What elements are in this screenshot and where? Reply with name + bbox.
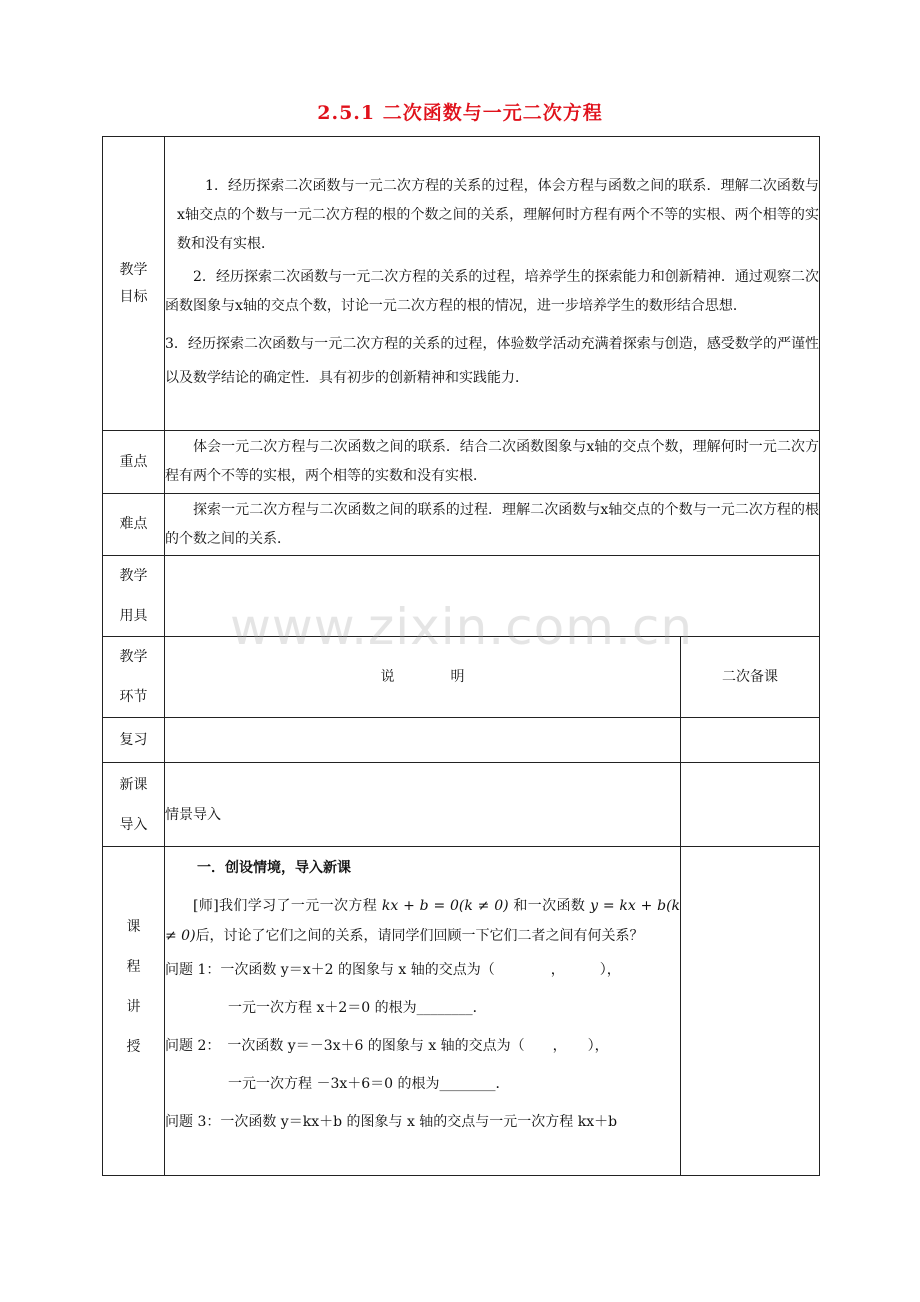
intro-second-prep [681, 763, 820, 847]
label-stages-line2: 环节 [119, 689, 148, 705]
lecture-second-prep [681, 847, 820, 1176]
row-lecture [103, 847, 820, 1176]
goal-1: 1．经历探索二次函数与一元二次方程的关系的过程，体会方程与函数之间的联系．理解二次函数与x轴交点的个数与一元二次方程的根的个数之间的关系，理解何时方程有两个不等的实根、两个相等的实数和没有实根． [177, 178, 820, 252]
intro-content: 情景导入 [165, 763, 681, 847]
question-1-sub: 一元一次方程 x＋2＝0 的根为________． [228, 1000, 487, 1016]
question-2: 问题 2： 一次函数 y＝－3x＋6 的图象与 x 轴的交点为（ ， ）， [165, 1038, 609, 1054]
goals-content [165, 137, 820, 431]
label-intro-line1: 新课 [119, 776, 148, 793]
teacher-tag: [师] [193, 898, 219, 914]
question-2-sub: 一元一次方程 －3x＋6＝0 的根为________． [228, 1076, 510, 1092]
label-tools-line1: 教学 [119, 568, 148, 584]
lesson-plan-table [102, 136, 820, 1176]
difficulty-content: 探索一元二次方程与二次函数之间的联系的过程．理解二次函数与x轴交点的个数与一元二次方程的根的个数之间的关系． [165, 494, 820, 556]
row-teaching-tools [103, 556, 820, 637]
label-lecture-char-1: 课 [126, 919, 141, 935]
row-review [103, 718, 820, 763]
label-teaching-stages [103, 637, 165, 718]
label-key-point: 重点 [103, 431, 165, 494]
page-title: 2.5.1 二次函数与一元二次方程 [317, 102, 603, 124]
teacher-paragraph [165, 891, 680, 951]
row-teaching-stages [103, 637, 820, 718]
teacher-text-3: 后，讨论了它们之间的关系，请同学们回顾一下它们二者之间有何关系？ [195, 928, 644, 944]
lecture-heading: 一．创设情境，导入新课 [197, 860, 351, 876]
review-second-prep [681, 718, 820, 763]
question-3: 问题 3：一次函数 y＝kx＋b 的图象与 x 轴的交点与一元一次方程 kx＋b [165, 1114, 618, 1130]
site-watermark: www.zixin.com.cn [230, 598, 694, 656]
label-lecture [103, 847, 165, 1176]
equation-linear: kx + b = 0(k ≠ 0) [381, 898, 509, 914]
label-tools-line2: 用具 [119, 608, 148, 624]
label-lecture-char-3: 讲 [126, 999, 141, 1015]
label-teaching-tools [103, 556, 165, 637]
label-stages-line1: 教学 [119, 649, 148, 665]
review-content [165, 718, 681, 763]
second-prep-header: 二次备课 [681, 637, 820, 718]
label-lecture-char-2: 程 [126, 959, 141, 975]
label-new-lesson-intro [103, 763, 165, 847]
goal-2: 2．经历探索二次函数与一元二次方程的关系的过程，培养学生的探索能力和创新精神．通过观察二次函数图象与x轴的交点个数，讨论一元二次方程的根的情况，进一步培养学生的数形结合思想． [165, 269, 820, 314]
tools-content [165, 556, 820, 637]
equation-function: y = kx + b(k ≠ 0) [165, 898, 681, 944]
label-difficulty: 难点 [103, 494, 165, 556]
row-teaching-goals [103, 137, 820, 431]
key-point-content: 体会一元二次方程与二次函数之间的联系．结合二次函数图象与x轴的交点个数，理解何时一元二次方程有两个不等的实根，两个相等的实数和没有实根． [165, 431, 820, 494]
row-difficulty [103, 494, 820, 556]
lecture-content [165, 847, 681, 1176]
goal-3: 3．经历探索二次函数与一元二次方程的关系的过程，体验数学活动充满着探索与创造，感受数学的严谨性以及数学结论的确定性．具有初步的创新精神和实践能力． [165, 336, 820, 386]
label-teaching-goals: 教学 目标 [103, 137, 165, 431]
description-header: 说 明 [165, 637, 681, 718]
question-1: 问题 1：一次函数 y＝x＋2 的图象与 x 轴的交点为（ ， ）， [165, 962, 621, 978]
teacher-text-2: 和一次函数 [513, 898, 586, 914]
row-new-lesson-intro [103, 763, 820, 847]
row-key-point [103, 431, 820, 494]
label-lecture-char-4: 授 [126, 1039, 141, 1055]
label-intro-line2: 导入 [119, 816, 148, 833]
label-review: 复习 [103, 718, 165, 763]
teacher-text-1: 我们学习了一元一次方程 [218, 898, 378, 914]
